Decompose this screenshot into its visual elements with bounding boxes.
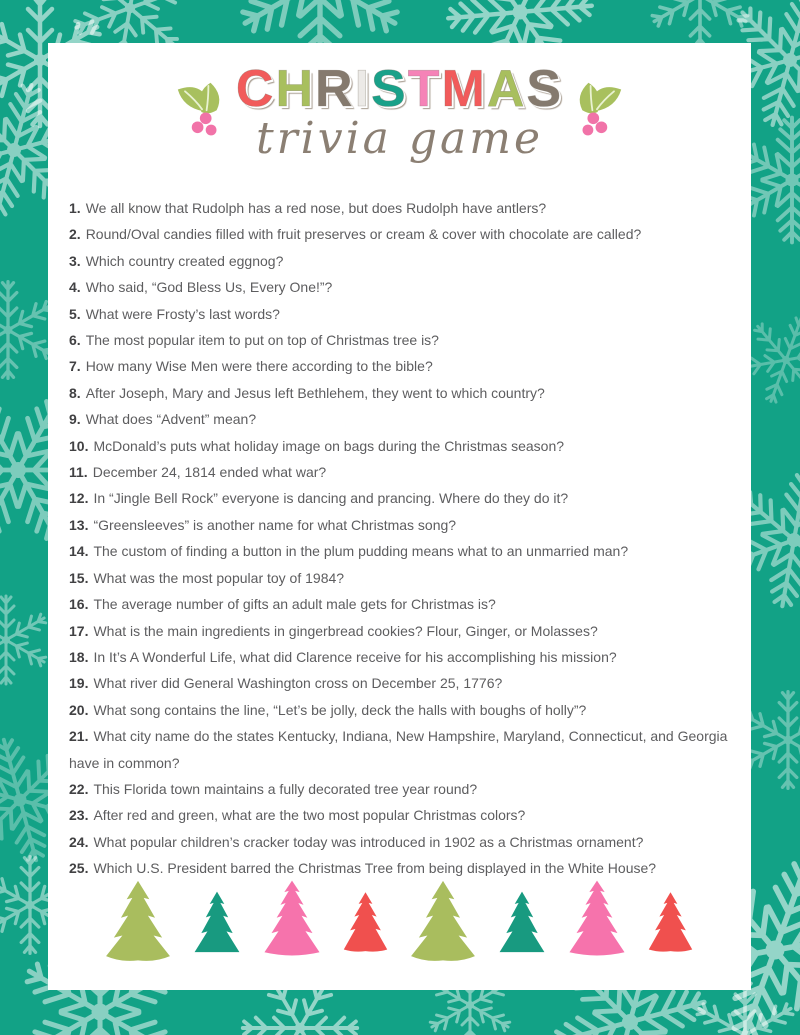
holly-icon [569,77,623,147]
question-row [69,274,730,300]
title-letter: I [354,60,372,118]
question-row [69,301,730,327]
question-number: 12. [69,490,89,507]
question-number: 19. [69,675,89,692]
title-letter: A [486,60,527,118]
christmas-tree-icon [565,872,629,966]
title-letter: C [235,60,276,118]
title-letter: R [315,60,355,118]
holly-icon [176,77,230,147]
question-text: How many Wise Men were there according to the bible? [85,358,433,375]
question-number: 1. [69,200,81,216]
title-letter: S [526,60,564,118]
question-number: 10. [69,437,89,454]
question-row [69,221,730,247]
question-number: 23. [69,807,89,824]
title-letter: S [371,60,408,118]
question-row [69,485,730,511]
question-number: 6. [69,332,81,349]
question-text: What song contains the line, “Let’s be jolly, deck the halls with boughs of holly”? [93,701,587,718]
question-text: “Greensleeves” is another name for what Christmas song? [93,516,457,533]
question-number: 20. [69,701,89,718]
question-number: 8. [69,384,81,401]
question-row [69,618,730,644]
question-text: The most popular item to put on top of Christmas tree is? [85,332,439,349]
question-row [69,459,730,485]
question-row [69,538,730,564]
title-text [235,60,564,164]
christmas-tree-icon [407,878,479,966]
question-number: 16. [69,596,89,613]
question-number: 13. [69,516,89,533]
question-row [69,327,730,353]
question-row [69,776,730,802]
question-text: December 24, 1814 ended what war? [92,464,327,481]
question-text: What popular children’s cracker today was introduced in 1902 as a Christmas ornament? [93,833,644,850]
question-number: 15. [69,569,89,586]
question-row [69,353,730,379]
question-text: What city name do the states Kentucky, Indiana, New Hampshire, Maryland, Connecticut, and Georgia have in common? [69,728,728,771]
question-text: In It’s A Wonderful Life, what did Clarence receive for his accomplishing his mission? [93,648,617,665]
christmas-tree-icon [260,872,324,966]
question-number: 9. [69,411,81,428]
question-text: What does “Advent” mean? [85,411,257,428]
question-row [69,802,730,828]
title-letter: M [441,60,487,118]
title-letter: H [275,60,316,118]
question-text: Which country created eggnog? [85,252,284,269]
question-row [69,406,730,432]
question-number: 11. [69,464,88,481]
question-number: 18. [69,648,89,665]
christmas-tree-icon [494,880,550,966]
question-number: 24. [69,833,89,850]
question-row [69,670,730,696]
question-number: 2. [69,226,81,243]
tree-row [48,872,751,966]
question-text: After Joseph, Mary and Jesus left Bethlehem, they went to which country? [85,384,545,401]
question-number: 14. [69,543,89,560]
question-number: 4. [69,279,81,296]
question-text: After red and green, what are the two most popular Christmas colors? [93,807,526,824]
question-row [69,697,730,723]
christmas-tree-icon [189,880,245,966]
question-row [69,512,730,538]
christmas-tree-icon [102,878,174,966]
question-number: 22. [69,780,89,797]
questions-list [69,195,730,882]
question-text: Who said, “God Bless Us, Every One!”? [85,279,333,296]
title-letter: T [407,60,442,118]
question-row [69,644,730,670]
question-text: What were Frosty’s last words? [85,305,280,322]
question-number: 21. [69,728,89,745]
question-text: Which U.S. President barred the Christmas Tree from being displayed in the White House? [93,860,657,877]
question-row [69,565,730,591]
question-text: Round/Oval candies filled with fruit preserves or cream & cover with chocolate are called? [85,226,642,243]
question-text: What is the main ingredients in gingerbread cookies? Flour, Ginger, or Molasses? [93,622,598,639]
question-number: 3. [69,252,81,269]
question-text: In “Jingle Bell Rock” everyone is dancing and prancing. Where do they do it? [93,490,569,507]
question-text: The average number of gifts an adult male gets for Christmas is? [93,596,496,613]
question-text: McDonald’s puts what holiday image on bags during the Christmas season? [93,437,565,454]
question-number: 5. [69,305,81,322]
question-number: 7. [69,358,81,375]
question-number: 17. [69,622,89,639]
title-block [48,60,751,171]
question-text: The custom of finding a button in the plum pudding means what to an unmarried man? [93,543,629,560]
question-row [69,591,730,617]
question-text: What river did General Washington cross on December 25, 1776? [93,675,503,692]
question-row [69,380,730,406]
title-subtitle: trivia game [255,113,544,164]
question-number: 25. [69,860,89,877]
question-text: What was the most popular toy of 1984? [93,569,345,586]
question-row [69,248,730,274]
christmas-tree-icon [339,880,392,966]
question-row [69,195,730,221]
christmas-tree-icon [644,880,697,966]
content-panel [48,43,751,990]
question-row [69,829,730,855]
title-word [235,60,564,118]
question-row [69,723,730,776]
question-text: We all know that Rudolph has a red nose, but does Rudolph have antlers? [85,200,547,216]
question-text: This Florida town maintains a fully decorated tree year round? [93,780,478,797]
question-row [69,433,730,459]
